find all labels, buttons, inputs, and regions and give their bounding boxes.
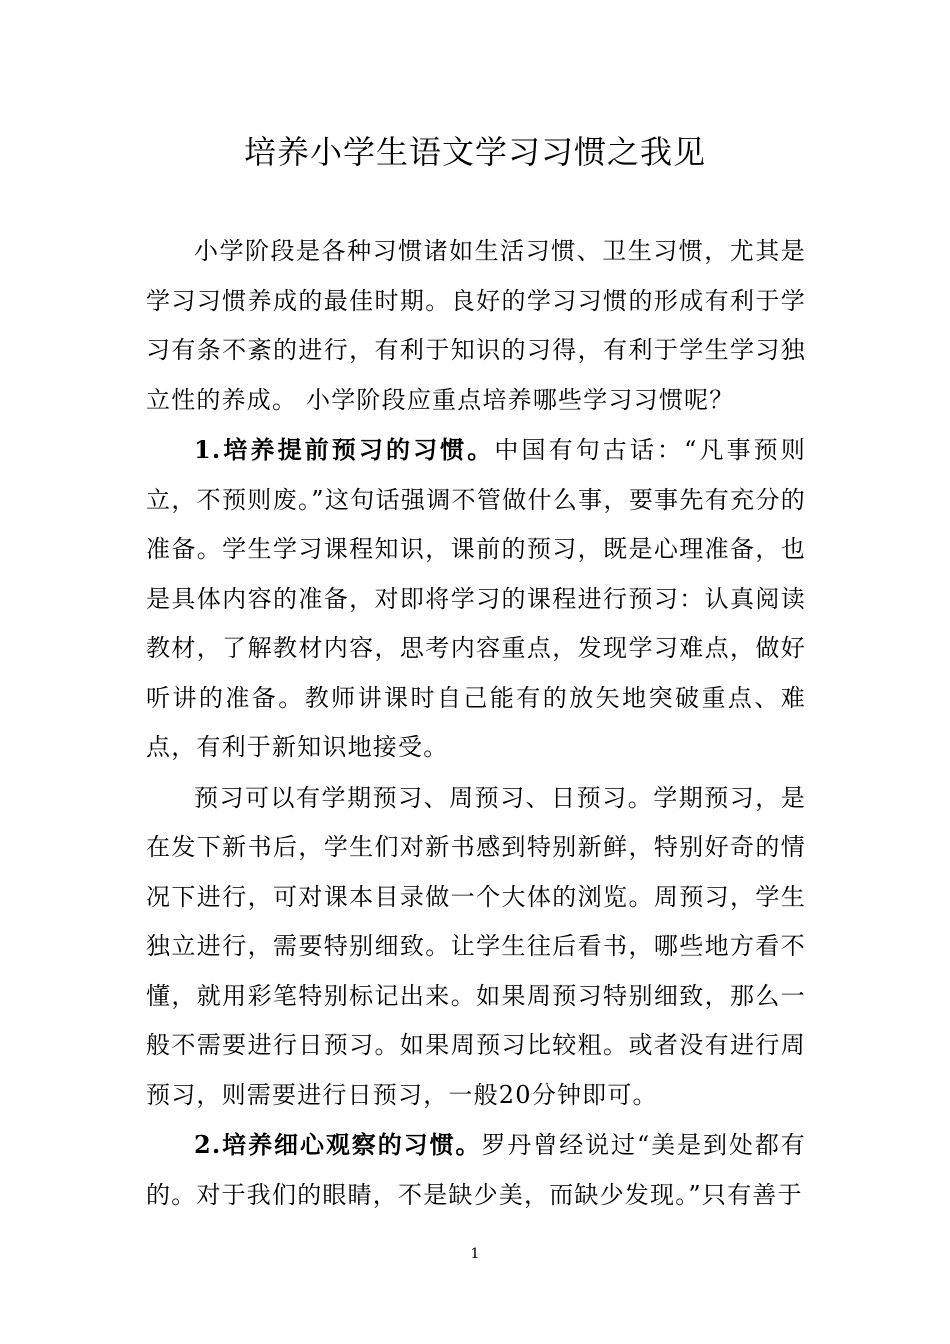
paragraph-text: 小学阶段是各种习惯诸如生活习惯、卫生习惯，尤其是学习习惯养成的最佳时期。良好的学习习惯的形成有利于学习有条不紊的进行，有利于知识的习得，有利于学生学习独立性的养成。 小学阶段应重点培养哪些学习习惯呢？	[146, 237, 806, 414]
paragraph-text: 预习可以有学期预习、周预习、日预习。学期预习，是在发下新书后，学生们对新书感到特别新鲜，特别好奇的情况下进行，可对课本目录做一个大体的浏览。周预习，学生独立进行，需要特别细致。让学生往后看书，哪些地方看不懂，就用彩笔特别标记出来。如果周预习特别细致，那么一般不需要进行日预习。如果周预习比较粗。或者没有进行周预习，则需要进行日预习，一般20分钟即可。	[146, 783, 806, 1109]
paragraph-observation-habit	[146, 1120, 806, 1220]
paragraph-lead: 1.培养提前预习的习惯。	[194, 435, 495, 464]
paragraph-preview-habit	[146, 425, 806, 773]
paragraph-text: 罗丹曾经说过“美是到处都有的。对于我们的眼睛，不是缺少美，而缺少发现。”只有善于	[146, 1131, 806, 1209]
paragraph-lead: 2.培养细心观察的习惯。	[194, 1130, 482, 1159]
page-number: 1	[470, 1246, 480, 1262]
paragraph-intro	[146, 226, 806, 425]
paragraph-preview-types	[146, 773, 806, 1121]
document-title: 培养小学生语文学习习惯之我见	[243, 133, 706, 171]
document-body	[146, 226, 806, 1220]
paragraph-text: 中国有句古话：“凡事预则立，不预则废。”这句话强调不管做什么事，要事先有充分的准备。学生学习课程知识，课前的预习，既是心理准备，也是具体内容的准备，对即将学习的课程进行预习：认真阅读教材，了解教材内容，思考内容重点，发现学习难点，做好听讲的准备。教师讲课时自己能有的放矢地突破重点、难点，有利于新知识地接受。	[146, 436, 806, 761]
